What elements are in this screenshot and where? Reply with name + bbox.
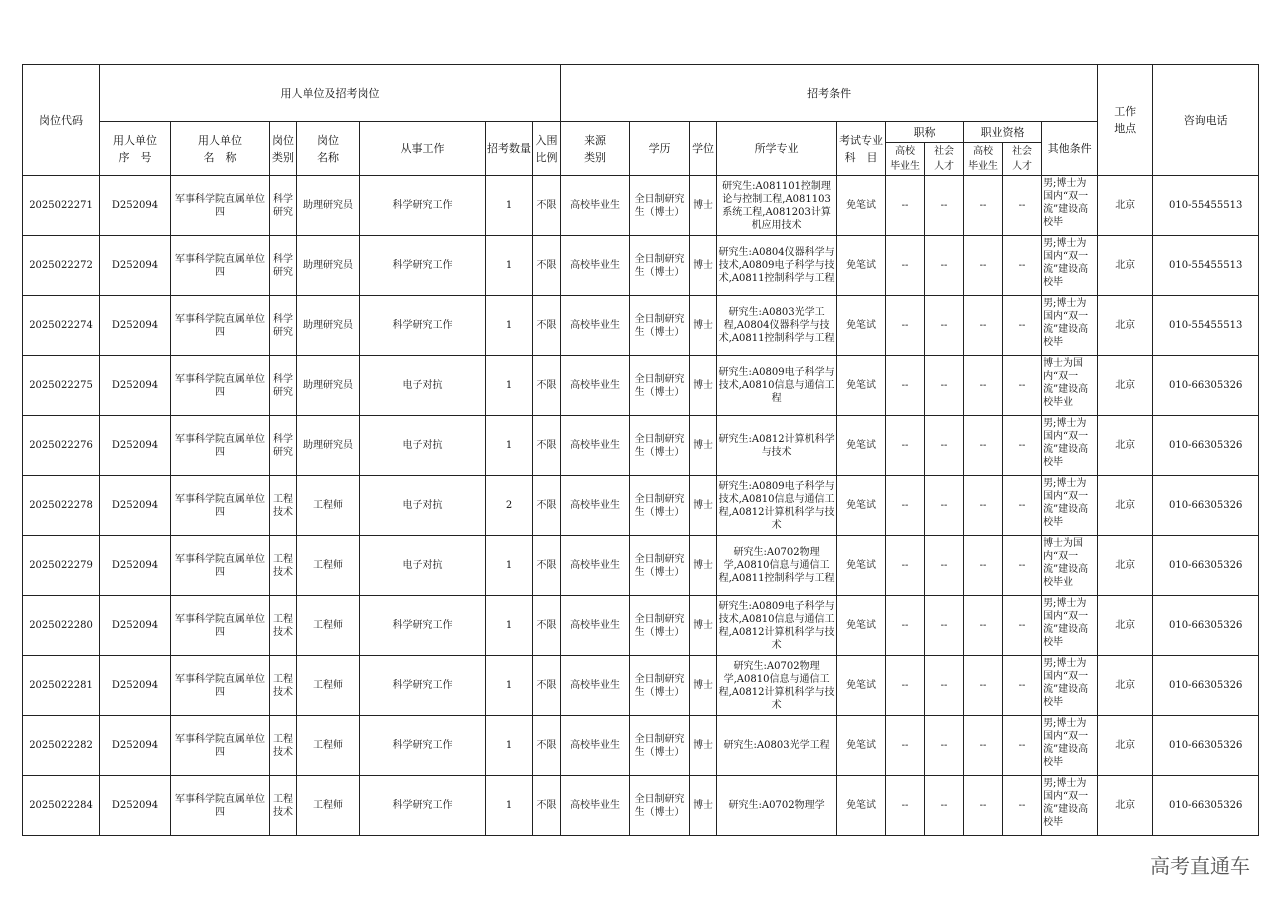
cell-unit: 军事科学院直属单位四 [171, 416, 270, 476]
cell-phone: 010-66305326 [1153, 536, 1259, 596]
cell-other [1042, 296, 1098, 356]
cell-source: 高校毕业生 [561, 356, 630, 416]
cell-qual-grad: -- [964, 656, 1003, 716]
cell-qual-grad: -- [964, 416, 1003, 476]
cell-source: 高校毕业生 [561, 716, 630, 776]
cell-title-grad: -- [886, 596, 925, 656]
cell-major: 研究生:A0803光学工程 [717, 716, 837, 776]
cell-work: 科学研究工作 [360, 296, 486, 356]
cell-count: 1 [486, 416, 533, 476]
cell-ratio: 不限 [533, 656, 561, 716]
cell-other-text: 男;博士为国内“双一流”建设高校毕 [1043, 298, 1089, 348]
cell-phone: 010-55455513 [1153, 176, 1259, 236]
cell-degree: 博士 [690, 716, 717, 776]
cell-code: 2025022284 [23, 776, 100, 836]
cell-title-social: -- [925, 476, 964, 536]
cell-exam: 免笔试 [837, 536, 886, 596]
cell-edu: 全日制研究生（博士） [630, 596, 690, 656]
cell-title-grad: -- [886, 776, 925, 836]
cell-title-social: -- [925, 776, 964, 836]
cell-seq: D252094 [100, 356, 171, 416]
cell-other [1042, 356, 1098, 416]
cell-exam: 免笔试 [837, 476, 886, 536]
cell-edu: 全日制研究生（博士） [630, 356, 690, 416]
cell-title-grad: -- [886, 476, 925, 536]
cell-exam: 免笔试 [837, 716, 886, 776]
cell-seq: D252094 [100, 536, 171, 596]
header-education: 学历 [630, 122, 690, 176]
cell-location: 北京 [1098, 716, 1153, 776]
cell-source: 高校毕业生 [561, 596, 630, 656]
cell-edu: 全日制研究生（博士） [630, 776, 690, 836]
cell-count: 1 [486, 656, 533, 716]
table-row [23, 356, 1259, 416]
cell-other-text: 男;博士为国内“双一流”建设高校毕 [1043, 718, 1089, 768]
header-source: 来源 类别 [561, 122, 630, 176]
cell-major: 研究生:A0702物理学 [717, 776, 837, 836]
cell-title-social: -- [925, 536, 964, 596]
cell-other [1042, 596, 1098, 656]
table-row [23, 176, 1259, 236]
cell-other-text: 男;博士为国内“双一流”建设高校毕 [1043, 778, 1089, 828]
cell-source: 高校毕业生 [561, 236, 630, 296]
cell-type: 科学研究 [270, 236, 297, 296]
cell-title-social: -- [925, 356, 964, 416]
cell-unit: 军事科学院直属单位四 [171, 296, 270, 356]
cell-title-social: -- [925, 296, 964, 356]
cell-type: 工程技术 [270, 476, 297, 536]
cell-type: 科学研究 [270, 416, 297, 476]
cell-seq: D252094 [100, 416, 171, 476]
cell-type: 工程技术 [270, 656, 297, 716]
cell-phone: 010-66305326 [1153, 356, 1259, 416]
cell-unit: 军事科学院直属单位四 [171, 656, 270, 716]
cell-post: 工程师 [297, 536, 360, 596]
cell-code: 2025022279 [23, 536, 100, 596]
header-qual-group: 职业资格 [964, 122, 1042, 143]
cell-code: 2025022282 [23, 716, 100, 776]
cell-count: 1 [486, 296, 533, 356]
cell-title-social: -- [925, 716, 964, 776]
cell-count: 1 [486, 176, 533, 236]
cell-edu: 全日制研究生（博士） [630, 416, 690, 476]
cell-qual-grad: -- [964, 476, 1003, 536]
cell-qual-social: -- [1003, 656, 1042, 716]
cell-degree: 博士 [690, 476, 717, 536]
cell-phone: 010-66305326 [1153, 716, 1259, 776]
cell-work: 电子对抗 [360, 356, 486, 416]
cell-location: 北京 [1098, 656, 1153, 716]
cell-title-grad: -- [886, 356, 925, 416]
cell-post: 助理研究员 [297, 416, 360, 476]
cell-qual-social: -- [1003, 296, 1042, 356]
cell-other-text: 男;博士为国内“双一流”建设高校毕 [1043, 658, 1089, 708]
cell-location: 北京 [1098, 296, 1153, 356]
cell-code: 2025022276 [23, 416, 100, 476]
cell-count: 1 [486, 236, 533, 296]
cell-phone: 010-66305326 [1153, 776, 1259, 836]
cell-edu: 全日制研究生（博士） [630, 656, 690, 716]
table-row [23, 416, 1259, 476]
cell-title-grad: -- [886, 236, 925, 296]
cell-seq: D252094 [100, 596, 171, 656]
cell-code: 2025022272 [23, 236, 100, 296]
cell-count: 2 [486, 476, 533, 536]
cell-work: 科学研究工作 [360, 776, 486, 836]
cell-degree: 博士 [690, 536, 717, 596]
cell-code: 2025022271 [23, 176, 100, 236]
cell-type: 科学研究 [270, 356, 297, 416]
cell-other [1042, 176, 1098, 236]
cell-code: 2025022278 [23, 476, 100, 536]
cell-qual-social: -- [1003, 356, 1042, 416]
cell-post: 工程师 [297, 596, 360, 656]
header-code: 岗位代码 [23, 65, 100, 176]
cell-other [1042, 656, 1098, 716]
cell-unit: 军事科学院直属单位四 [171, 236, 270, 296]
cell-work: 电子对抗 [360, 476, 486, 536]
cell-other-text: 博士为国内“双一流”建设高校毕业 [1043, 538, 1089, 588]
header-qual-social: 社会 人才 [1003, 143, 1042, 176]
cell-qual-social: -- [1003, 476, 1042, 536]
cell-post: 助理研究员 [297, 236, 360, 296]
cell-title-social: -- [925, 236, 964, 296]
cell-exam: 免笔试 [837, 656, 886, 716]
cell-location: 北京 [1098, 536, 1153, 596]
cell-code: 2025022280 [23, 596, 100, 656]
cell-title-social: -- [925, 596, 964, 656]
cell-other [1042, 536, 1098, 596]
cell-major: 研究生:A0702物理学,A0810信息与通信工程,A0812计算机科学与技术 [717, 656, 837, 716]
cell-title-social: -- [925, 176, 964, 236]
cell-degree: 博士 [690, 296, 717, 356]
cell-location: 北京 [1098, 776, 1153, 836]
cell-seq: D252094 [100, 476, 171, 536]
header-location: 工作 地点 [1098, 65, 1153, 176]
header-ratio: 入围 比例 [533, 122, 561, 176]
header-unit-seq: 用人单位 序 号 [100, 122, 171, 176]
cell-unit: 军事科学院直属单位四 [171, 716, 270, 776]
cell-phone: 010-66305326 [1153, 596, 1259, 656]
header-unit-name: 用人单位 名 称 [171, 122, 270, 176]
cell-type: 科学研究 [270, 176, 297, 236]
cell-title-social: -- [925, 416, 964, 476]
cell-source: 高校毕业生 [561, 776, 630, 836]
cell-type: 工程技术 [270, 776, 297, 836]
cell-source: 高校毕业生 [561, 536, 630, 596]
cell-major: 研究生:A0803光学工程,A0804仪器科学与技术,A0811控制科学与工程 [717, 296, 837, 356]
cell-post: 工程师 [297, 716, 360, 776]
cell-ratio: 不限 [533, 476, 561, 536]
cell-qual-grad: -- [964, 356, 1003, 416]
header-post-name: 岗位 名称 [297, 122, 360, 176]
cell-seq: D252094 [100, 776, 171, 836]
table-row [23, 596, 1259, 656]
cell-post: 助理研究员 [297, 296, 360, 356]
header-major: 所学专业 [717, 122, 837, 176]
cell-unit: 军事科学院直属单位四 [171, 176, 270, 236]
cell-seq: D252094 [100, 176, 171, 236]
cell-phone: 010-55455513 [1153, 236, 1259, 296]
cell-ratio: 不限 [533, 236, 561, 296]
cell-location: 北京 [1098, 356, 1153, 416]
cell-major: 研究生:A0812计算机科学与技术 [717, 416, 837, 476]
cell-qual-grad: -- [964, 296, 1003, 356]
header-post-type: 岗位 类别 [270, 122, 297, 176]
cell-unit: 军事科学院直属单位四 [171, 776, 270, 836]
cell-degree: 博士 [690, 776, 717, 836]
cell-degree: 博士 [690, 176, 717, 236]
cell-post: 助理研究员 [297, 356, 360, 416]
cell-count: 1 [486, 596, 533, 656]
cell-qual-grad: -- [964, 716, 1003, 776]
cell-other-text: 男;博士为国内“双一流”建设高校毕 [1043, 418, 1089, 468]
cell-other-text: 男;博士为国内“双一流”建设高校毕 [1043, 178, 1089, 228]
cell-degree: 博士 [690, 656, 717, 716]
cell-work: 科学研究工作 [360, 716, 486, 776]
header-phone: 咨询电话 [1153, 65, 1259, 176]
cell-count: 1 [486, 536, 533, 596]
cell-phone: 010-55455513 [1153, 296, 1259, 356]
cell-unit: 军事科学院直属单位四 [171, 536, 270, 596]
table-row [23, 536, 1259, 596]
cell-unit: 军事科学院直属单位四 [171, 596, 270, 656]
cell-qual-grad: -- [964, 776, 1003, 836]
cell-source: 高校毕业生 [561, 416, 630, 476]
cell-ratio: 不限 [533, 536, 561, 596]
cell-qual-grad: -- [964, 536, 1003, 596]
header-degree: 学位 [690, 122, 717, 176]
cell-type: 工程技术 [270, 536, 297, 596]
watermark: 高考直通车 [1150, 854, 1250, 878]
cell-location: 北京 [1098, 596, 1153, 656]
cell-code: 2025022274 [23, 296, 100, 356]
cell-work: 科学研究工作 [360, 236, 486, 296]
cell-work: 电子对抗 [360, 536, 486, 596]
cell-source: 高校毕业生 [561, 176, 630, 236]
cell-qual-grad: -- [964, 176, 1003, 236]
cell-major: 研究生:A0809电子科学与技术,A0810信息与通信工程,A0812计算机科学与技术 [717, 476, 837, 536]
cell-source: 高校毕业生 [561, 296, 630, 356]
cell-location: 北京 [1098, 176, 1153, 236]
cell-ratio: 不限 [533, 356, 561, 416]
cell-edu: 全日制研究生（博士） [630, 236, 690, 296]
cell-exam: 免笔试 [837, 296, 886, 356]
table-row [23, 716, 1259, 776]
cell-qual-social: -- [1003, 536, 1042, 596]
cell-major: 研究生:A081101控制理论与控制工程,A081103系统工程,A081203计算机应用技术 [717, 176, 837, 236]
cell-qual-social: -- [1003, 596, 1042, 656]
cell-degree: 博士 [690, 596, 717, 656]
cell-location: 北京 [1098, 416, 1153, 476]
cell-qual-social: -- [1003, 416, 1042, 476]
cell-source: 高校毕业生 [561, 476, 630, 536]
cell-qual-grad: -- [964, 236, 1003, 296]
cell-edu: 全日制研究生（博士） [630, 296, 690, 356]
cell-other [1042, 716, 1098, 776]
cell-qual-social: -- [1003, 716, 1042, 776]
table-row [23, 296, 1259, 356]
cell-qual-social: -- [1003, 176, 1042, 236]
header-exam: 考试专业 科 目 [837, 122, 886, 176]
cell-ratio: 不限 [533, 176, 561, 236]
cell-source: 高校毕业生 [561, 656, 630, 716]
cell-other [1042, 416, 1098, 476]
cell-unit: 军事科学院直属单位四 [171, 476, 270, 536]
cell-unit: 军事科学院直属单位四 [171, 356, 270, 416]
header-unit-group: 用人单位及招考岗位 [100, 65, 561, 122]
cell-post: 工程师 [297, 656, 360, 716]
cell-post: 助理研究员 [297, 176, 360, 236]
cell-edu: 全日制研究生（博士） [630, 176, 690, 236]
cell-other-text: 男;博士为国内“双一流”建设高校毕 [1043, 238, 1089, 288]
cell-code: 2025022275 [23, 356, 100, 416]
cell-other-text: 博士为国内“双一流”建设高校毕业 [1043, 358, 1089, 408]
cell-exam: 免笔试 [837, 416, 886, 476]
cell-edu: 全日制研究生（博士） [630, 716, 690, 776]
cell-title-grad: -- [886, 716, 925, 776]
cell-exam: 免笔试 [837, 356, 886, 416]
cell-location: 北京 [1098, 476, 1153, 536]
cell-phone: 010-66305326 [1153, 416, 1259, 476]
cell-work: 电子对抗 [360, 416, 486, 476]
header-other: 其他条件 [1042, 122, 1098, 176]
cell-other [1042, 476, 1098, 536]
cell-other-text: 男;博士为国内“双一流”建设高校毕 [1043, 478, 1089, 528]
cell-exam: 免笔试 [837, 236, 886, 296]
cell-work: 科学研究工作 [360, 176, 486, 236]
cell-count: 1 [486, 776, 533, 836]
cell-code: 2025022281 [23, 656, 100, 716]
cell-title-grad: -- [886, 176, 925, 236]
cell-qual-social: -- [1003, 776, 1042, 836]
cell-ratio: 不限 [533, 776, 561, 836]
cell-degree: 博士 [690, 236, 717, 296]
cell-seq: D252094 [100, 296, 171, 356]
cell-other-text: 男;博士为国内“双一流”建设高校毕 [1043, 598, 1089, 648]
table-row [23, 656, 1259, 716]
cell-seq: D252094 [100, 656, 171, 716]
cell-qual-grad: -- [964, 596, 1003, 656]
header-title-group: 职称 [886, 122, 964, 143]
cell-ratio: 不限 [533, 416, 561, 476]
cell-exam: 免笔试 [837, 596, 886, 656]
cell-seq: D252094 [100, 236, 171, 296]
header-work: 从事工作 [360, 122, 486, 176]
cell-degree: 博士 [690, 356, 717, 416]
cell-edu: 全日制研究生（博士） [630, 476, 690, 536]
cell-major: 研究生:A0809电子科学与技术,A0810信息与通信工程 [717, 356, 837, 416]
cell-ratio: 不限 [533, 296, 561, 356]
cell-phone: 010-66305326 [1153, 656, 1259, 716]
cell-other [1042, 776, 1098, 836]
cell-other [1042, 236, 1098, 296]
recruitment-table [22, 64, 1259, 836]
cell-post: 工程师 [297, 776, 360, 836]
cell-type: 科学研究 [270, 296, 297, 356]
header-qual-grad: 高校 毕业生 [964, 143, 1003, 176]
cell-count: 1 [486, 716, 533, 776]
cell-phone: 010-66305326 [1153, 476, 1259, 536]
cell-degree: 博士 [690, 416, 717, 476]
table-row [23, 776, 1259, 836]
cell-title-grad: -- [886, 296, 925, 356]
cell-exam: 免笔试 [837, 176, 886, 236]
cell-major: 研究生:A0809电子科学与技术,A0810信息与通信工程,A0812计算机科学与技术 [717, 596, 837, 656]
cell-ratio: 不限 [533, 596, 561, 656]
cell-title-social: -- [925, 656, 964, 716]
cell-exam: 免笔试 [837, 776, 886, 836]
cell-qual-social: -- [1003, 236, 1042, 296]
cell-work: 科学研究工作 [360, 596, 486, 656]
cell-location: 北京 [1098, 236, 1153, 296]
cell-edu: 全日制研究生（博士） [630, 536, 690, 596]
header-cond-group: 招考条件 [561, 65, 1098, 122]
cell-post: 工程师 [297, 476, 360, 536]
header-title-social: 社会 人才 [925, 143, 964, 176]
cell-major: 研究生:A0702物理学,A0810信息与通信工程,A0811控制科学与工程 [717, 536, 837, 596]
cell-work: 科学研究工作 [360, 656, 486, 716]
cell-type: 工程技术 [270, 596, 297, 656]
cell-ratio: 不限 [533, 716, 561, 776]
table-row [23, 476, 1259, 536]
header-count: 招考数量 [486, 122, 533, 176]
cell-count: 1 [486, 356, 533, 416]
cell-type: 工程技术 [270, 716, 297, 776]
cell-seq: D252094 [100, 716, 171, 776]
cell-major: 研究生:A0804仪器科学与技术,A0809电子科学与技术,A0811控制科学与工程 [717, 236, 837, 296]
header-title-grad: 高校 毕业生 [886, 143, 925, 176]
cell-title-grad: -- [886, 536, 925, 596]
cell-title-grad: -- [886, 416, 925, 476]
cell-title-grad: -- [886, 656, 925, 716]
table-row [23, 236, 1259, 296]
